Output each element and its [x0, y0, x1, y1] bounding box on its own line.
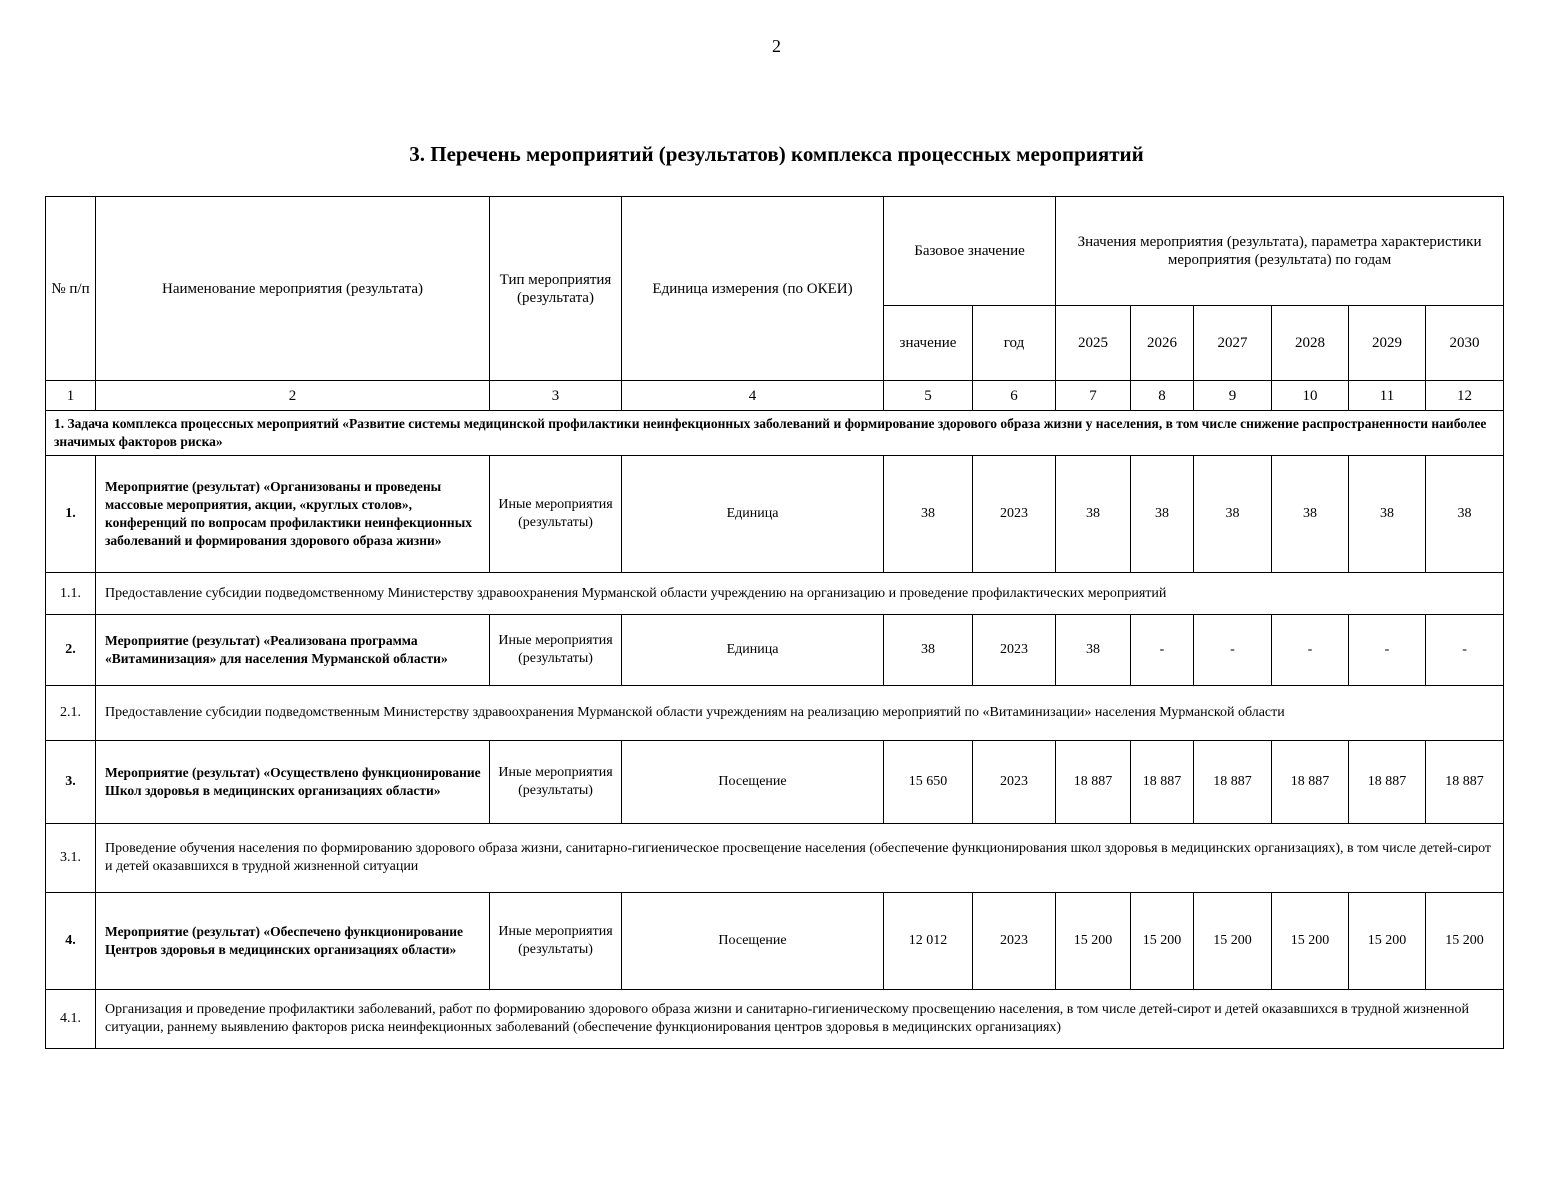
measure-unit: Посещение [622, 893, 884, 990]
year-value: 38 [1056, 615, 1131, 686]
header-type: Тип мероприятия (результата) [490, 197, 622, 381]
column-number: 8 [1131, 381, 1194, 411]
measure-unit: Единица [622, 456, 884, 573]
year-value: 15 200 [1056, 893, 1131, 990]
column-number: 6 [973, 381, 1056, 411]
column-number: 3 [490, 381, 622, 411]
header-year: 2029 [1349, 306, 1426, 381]
sub-num: 4.1. [46, 990, 96, 1049]
year-value: 38 [1349, 456, 1426, 573]
measure-name: Мероприятие (результат) «Осуществлено функционирование Школ здоровья в медицинских организациях области» [96, 741, 490, 824]
header-year: 2027 [1194, 306, 1272, 381]
column-number: 12 [1426, 381, 1504, 411]
measure-num: 1. [46, 456, 96, 573]
header-year: 2028 [1272, 306, 1349, 381]
measures-table [45, 196, 1504, 1049]
year-value: 18 887 [1349, 741, 1426, 824]
base-year: 2023 [973, 741, 1056, 824]
sub-text: Предоставление субсидии подведомственным Министерству здравоохранения Мурманской области учреждениям на реализацию мероприятий по «Витаминизации» населения Мурманской области [96, 686, 1504, 741]
page-number: 2 [772, 36, 781, 56]
sub-row [46, 990, 1504, 1049]
column-number: 4 [622, 381, 884, 411]
measure-row [46, 456, 1504, 573]
measure-num: 3. [46, 741, 96, 824]
year-value: 18 887 [1272, 741, 1349, 824]
column-number: 11 [1349, 381, 1426, 411]
sub-text: Предоставление субсидии подведомственному Министерству здравоохранения Мурманской области учреждению на организацию и проведение профилактических мероприятий [96, 573, 1504, 615]
year-value: 18 887 [1426, 741, 1504, 824]
sub-row [46, 686, 1504, 741]
year-value: 38 [1056, 456, 1131, 573]
year-value: 18 887 [1131, 741, 1194, 824]
measure-type: Иные мероприятия (результаты) [490, 741, 622, 824]
header-sub-value: значение [884, 306, 973, 381]
sub-num: 2.1. [46, 686, 96, 741]
sub-num: 1.1. [46, 573, 96, 615]
measure-row [46, 893, 1504, 990]
sub-num: 3.1. [46, 824, 96, 893]
header-values: Значения мероприятия (результата), параметра характеристики мероприятия (результата) по годам [1056, 197, 1504, 306]
measure-name: Мероприятие (результат) «Организованы и проведены массовые мероприятия, акции, «круглых столов», конференций по вопросам профилактики неинфекционных заболеваний и формирования здорового образа жизни» [96, 456, 490, 573]
measure-type: Иные мероприятия (результаты) [490, 456, 622, 573]
header-year: 2025 [1056, 306, 1131, 381]
measure-name: Мероприятие (результат) «Обеспечено функционирование Центров здоровья в медицинских организациях области» [96, 893, 490, 990]
year-value: 15 200 [1131, 893, 1194, 990]
year-value: 38 [1131, 456, 1194, 573]
year-value: - [1272, 615, 1349, 686]
column-number: 9 [1194, 381, 1272, 411]
base-value: 38 [884, 456, 973, 573]
column-number: 7 [1056, 381, 1131, 411]
base-year: 2023 [973, 456, 1056, 573]
header-year: 2026 [1131, 306, 1194, 381]
year-value: 15 200 [1272, 893, 1349, 990]
sub-text: Организация и проведение профилактики заболеваний, работ по формированию здорового образа жизни и санитарно-гигиеническому просвещению населения, в том числе детей-сирот и детей оказавшихся в трудной жизненной ситуации, раннему выявлению факторов риска неинфекционных заболеваний (обеспечение функционирования центров здоровья в медицинских организациях) [96, 990, 1504, 1049]
measure-type: Иные мероприятия (результаты) [490, 893, 622, 990]
column-numbers-row [46, 381, 1504, 411]
task-row: 1. Задача комплекса процессных мероприятий «Развитие системы медицинской профилактики неинфекционных заболеваний и формирование здорового образа жизни у населения, в том числе снижение распространенности наиболее значимых факторов риска» [46, 411, 1504, 456]
measure-unit: Посещение [622, 741, 884, 824]
column-number: 2 [96, 381, 490, 411]
year-value: 18 887 [1194, 741, 1272, 824]
base-value: 38 [884, 615, 973, 686]
measure-name: Мероприятие (результат) «Реализована программа «Витаминизация» для населения Мурманской области» [96, 615, 490, 686]
header-year: 2030 [1426, 306, 1504, 381]
sub-row [46, 573, 1504, 615]
column-number: 1 [46, 381, 96, 411]
year-value: 15 200 [1349, 893, 1426, 990]
page-title: 3. Перечень мероприятий (результатов) комплекса процессных мероприятий [409, 142, 1144, 166]
year-value: - [1131, 615, 1194, 686]
measure-row [46, 615, 1504, 686]
measure-row [46, 741, 1504, 824]
measure-num: 4. [46, 893, 96, 990]
year-value: - [1194, 615, 1272, 686]
year-value: 38 [1426, 456, 1504, 573]
year-value: 15 200 [1194, 893, 1272, 990]
year-value: 15 200 [1426, 893, 1504, 990]
base-year: 2023 [973, 893, 1056, 990]
column-number: 5 [884, 381, 973, 411]
year-value: - [1349, 615, 1426, 686]
year-value: 38 [1272, 456, 1349, 573]
base-value: 15 650 [884, 741, 973, 824]
sub-text: Проведение обучения населения по формированию здорового образа жизни, санитарно-гигиеническое просвещение населения (обеспечение функционирования школ здоровья в медицинских организациях), в том числе детей-сирот и детей оказавшихся в трудной жизненной ситуации [96, 824, 1504, 893]
base-year: 2023 [973, 615, 1056, 686]
year-value: - [1426, 615, 1504, 686]
sub-row [46, 824, 1504, 893]
header-base: Базовое значение [884, 197, 1056, 306]
base-value: 12 012 [884, 893, 973, 990]
year-value: 18 887 [1056, 741, 1131, 824]
header-name: Наименование мероприятия (результата) [96, 197, 490, 381]
measure-unit: Единица [622, 615, 884, 686]
header-num: № п/п [46, 197, 96, 381]
header-unit: Единица измерения (по ОКЕИ) [622, 197, 884, 381]
measure-num: 2. [46, 615, 96, 686]
header-sub-year: год [973, 306, 1056, 381]
measure-type: Иные мероприятия (результаты) [490, 615, 622, 686]
year-value: 38 [1194, 456, 1272, 573]
column-number: 10 [1272, 381, 1349, 411]
